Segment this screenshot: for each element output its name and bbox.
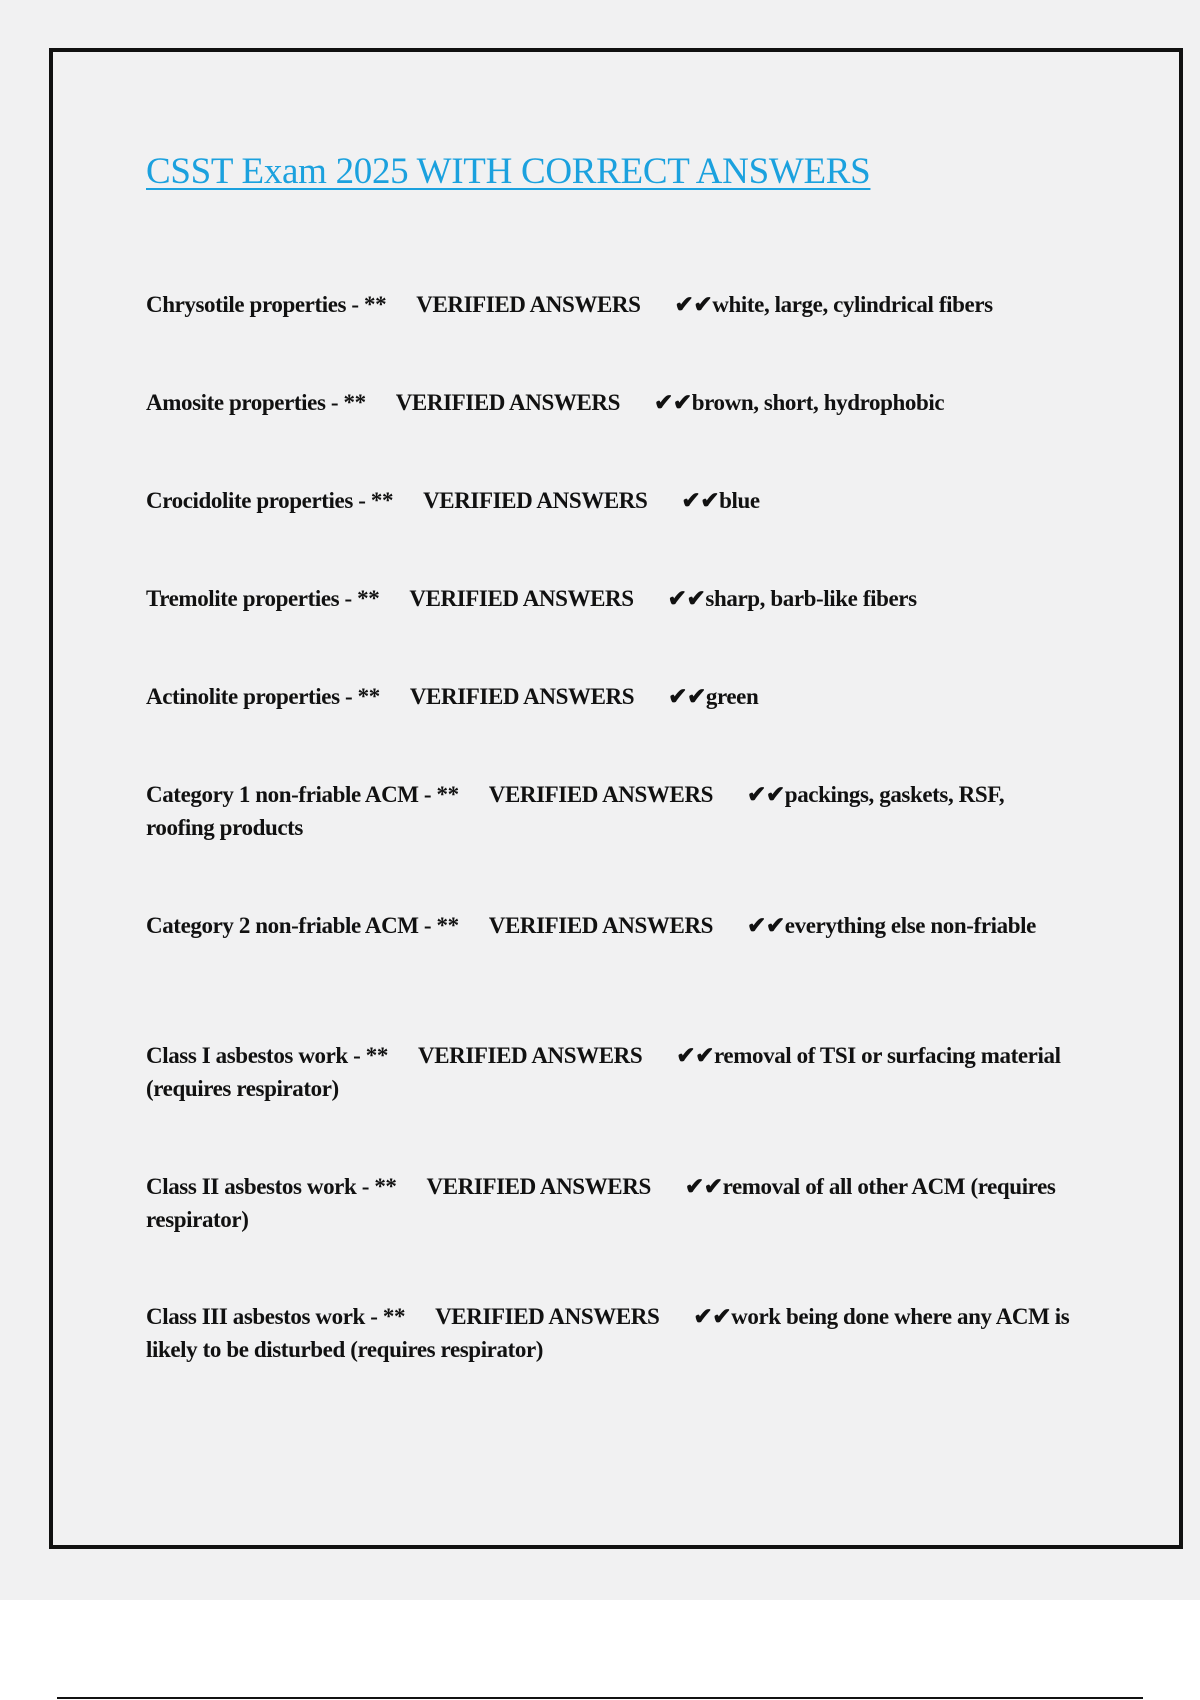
double-check-icon: ✔✔ [654, 390, 692, 415]
question-text: Class II asbestos work - ** [146, 1174, 397, 1199]
answer-text: removal of all other ACM (requires respirator) [146, 1174, 1061, 1232]
verified-label: VERIFIED ANSWERS [488, 913, 714, 938]
answer-text: work being done where any ACM is likely to be disturbed (requires respirator) [146, 1304, 1075, 1362]
verified-label: VERIFIED ANSWERS [423, 488, 648, 513]
double-check-icon: ✔✔ [676, 1043, 715, 1068]
answer-text: sharp, barb-like fibers [705, 586, 917, 611]
qa-item-class-ii [146, 1170, 1076, 1236]
double-check-icon: ✔✔ [747, 782, 785, 807]
question-text: Crocidolite properties - ** [146, 488, 394, 513]
qa-item-amosite [146, 386, 1076, 419]
question-text: Amosite properties - ** [146, 390, 366, 415]
footer-rule [57, 1697, 1143, 1699]
double-check-icon: ✔✔ [668, 684, 706, 709]
verified-label: VERIFIED ANSWERS [409, 586, 634, 611]
qa-item-tremolite [146, 582, 1076, 615]
answer-text: white, large, cylindrical fibers [712, 292, 993, 317]
double-check-icon: ✔✔ [674, 292, 713, 317]
double-check-icon: ✔✔ [684, 1174, 723, 1199]
verified-label: VERIFIED ANSWERS [488, 782, 714, 807]
answer-text: everything else non-friable [784, 913, 1036, 938]
qa-item-crocidolite [146, 484, 1076, 517]
question-text: Class I asbestos work - ** [146, 1043, 388, 1068]
answer-text: brown, short, hydrophobic [691, 390, 945, 415]
verified-label: VERIFIED ANSWERS [435, 1304, 660, 1329]
question-text: Chrysotile properties - ** [146, 292, 387, 317]
question-text: Category 1 non-friable ACM - ** [146, 782, 459, 807]
answer-text: removal of TSI or surfacing material (requires respirator) [146, 1043, 1066, 1101]
verified-label: VERIFIED ANSWERS [395, 390, 620, 415]
answer-text: packings, gaskets, RSF, roofing products [146, 782, 1010, 840]
verified-label: VERIFIED ANSWERS [409, 684, 635, 709]
question-text: Tremolite properties - ** [146, 586, 380, 611]
qa-item-category-2 [146, 909, 1076, 942]
answer-text: green [705, 684, 759, 709]
double-check-icon: ✔✔ [667, 586, 706, 611]
question-text: Category 2 non-friable ACM - ** [146, 913, 459, 938]
qa-item-class-i [146, 1039, 1076, 1105]
qa-item-actinolite [146, 680, 1076, 713]
double-check-icon: ✔✔ [747, 913, 785, 938]
double-check-icon: ✔✔ [681, 488, 720, 513]
verified-label: VERIFIED ANSWERS [416, 292, 641, 317]
verified-label: VERIFIED ANSWERS [426, 1174, 651, 1199]
question-text: Class III asbestos work - ** [146, 1304, 406, 1329]
qa-item-category-1 [146, 778, 1076, 844]
question-text: Actinolite properties - ** [146, 684, 380, 709]
answer-text: blue [719, 488, 760, 513]
document-title[interactable]: CSST Exam 2025 WITH CORRECT ANSWERS [146, 151, 871, 192]
verified-label: VERIFIED ANSWERS [417, 1043, 643, 1068]
qa-item-chrysotile [146, 288, 1076, 321]
qa-item-class-iii [146, 1300, 1076, 1366]
double-check-icon: ✔✔ [693, 1304, 732, 1329]
